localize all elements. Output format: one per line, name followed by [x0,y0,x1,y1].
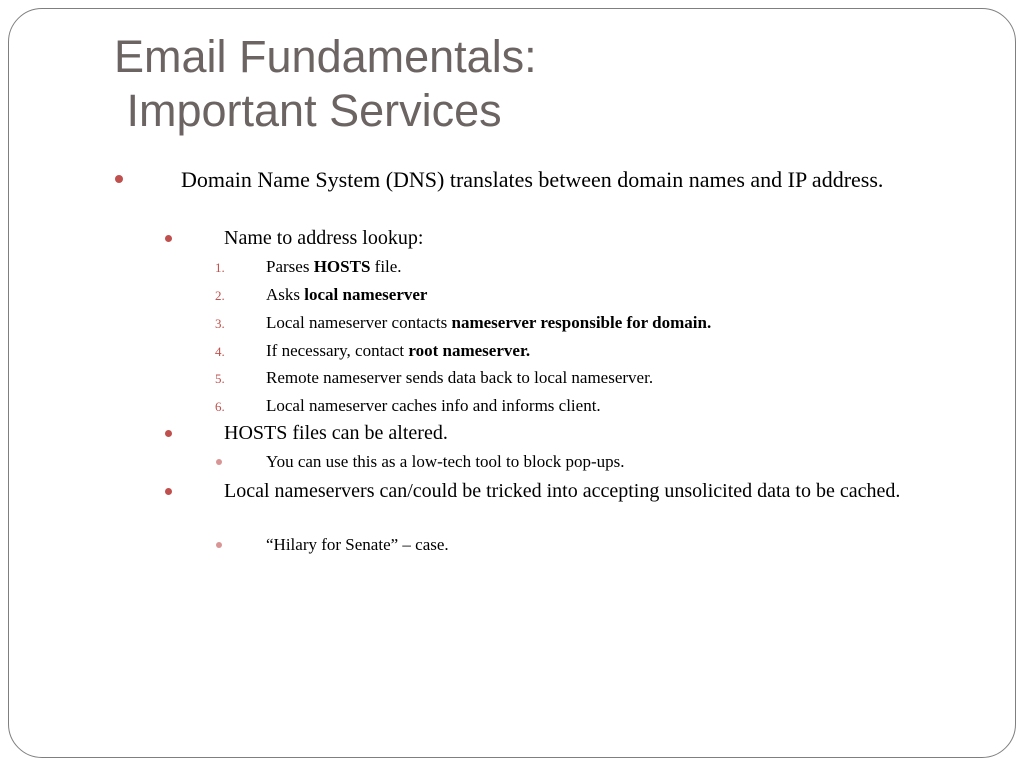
title-line-1: Email Fundamentals: [114,31,537,82]
detail-popups: You can use this as a low-tech tool to block pop-ups. [266,452,625,471]
step-number: 3. [215,316,225,331]
sub-bullet-nameservers: Local nameservers can/could be tricked into accepting unsolicited data to be cached. [224,480,901,502]
step-number: 6. [215,399,225,414]
bullet-dot-icon [115,175,123,183]
step-number: 2. [215,288,225,303]
step-number: 4. [215,344,225,359]
step-item: Local nameserver contacts nameserver responsible for domain. [266,313,712,332]
step-item: Local nameserver caches info and informs client. [266,396,601,415]
step-item: Parses HOSTS file. [266,257,402,276]
bullet-dns: Domain Name System (DNS) translates between domain names and IP address. [181,167,884,192]
bullet-dot-icon [165,430,172,437]
bullet-dot-icon [165,488,172,495]
bullet-dot-icon [216,542,222,548]
step-item: Remote nameserver sends data back to local nameserver. [266,368,654,387]
step-item: If necessary, contact root nameserver. [266,341,531,360]
bullet-dot-icon [165,235,172,242]
step-item: Asks local nameserver [266,285,428,304]
detail-case: “Hilary for Senate” – case. [266,535,449,554]
sub-bullet-hosts: HOSTS files can be altered. [224,422,448,444]
title-line-2: Important Services [114,85,502,136]
bullet-dot-icon [216,459,222,465]
sub-bullet-lookup: Name to address lookup: [224,227,424,249]
slide-title [114,30,994,138]
step-number: 5. [215,371,225,386]
step-number: 1. [215,260,225,275]
